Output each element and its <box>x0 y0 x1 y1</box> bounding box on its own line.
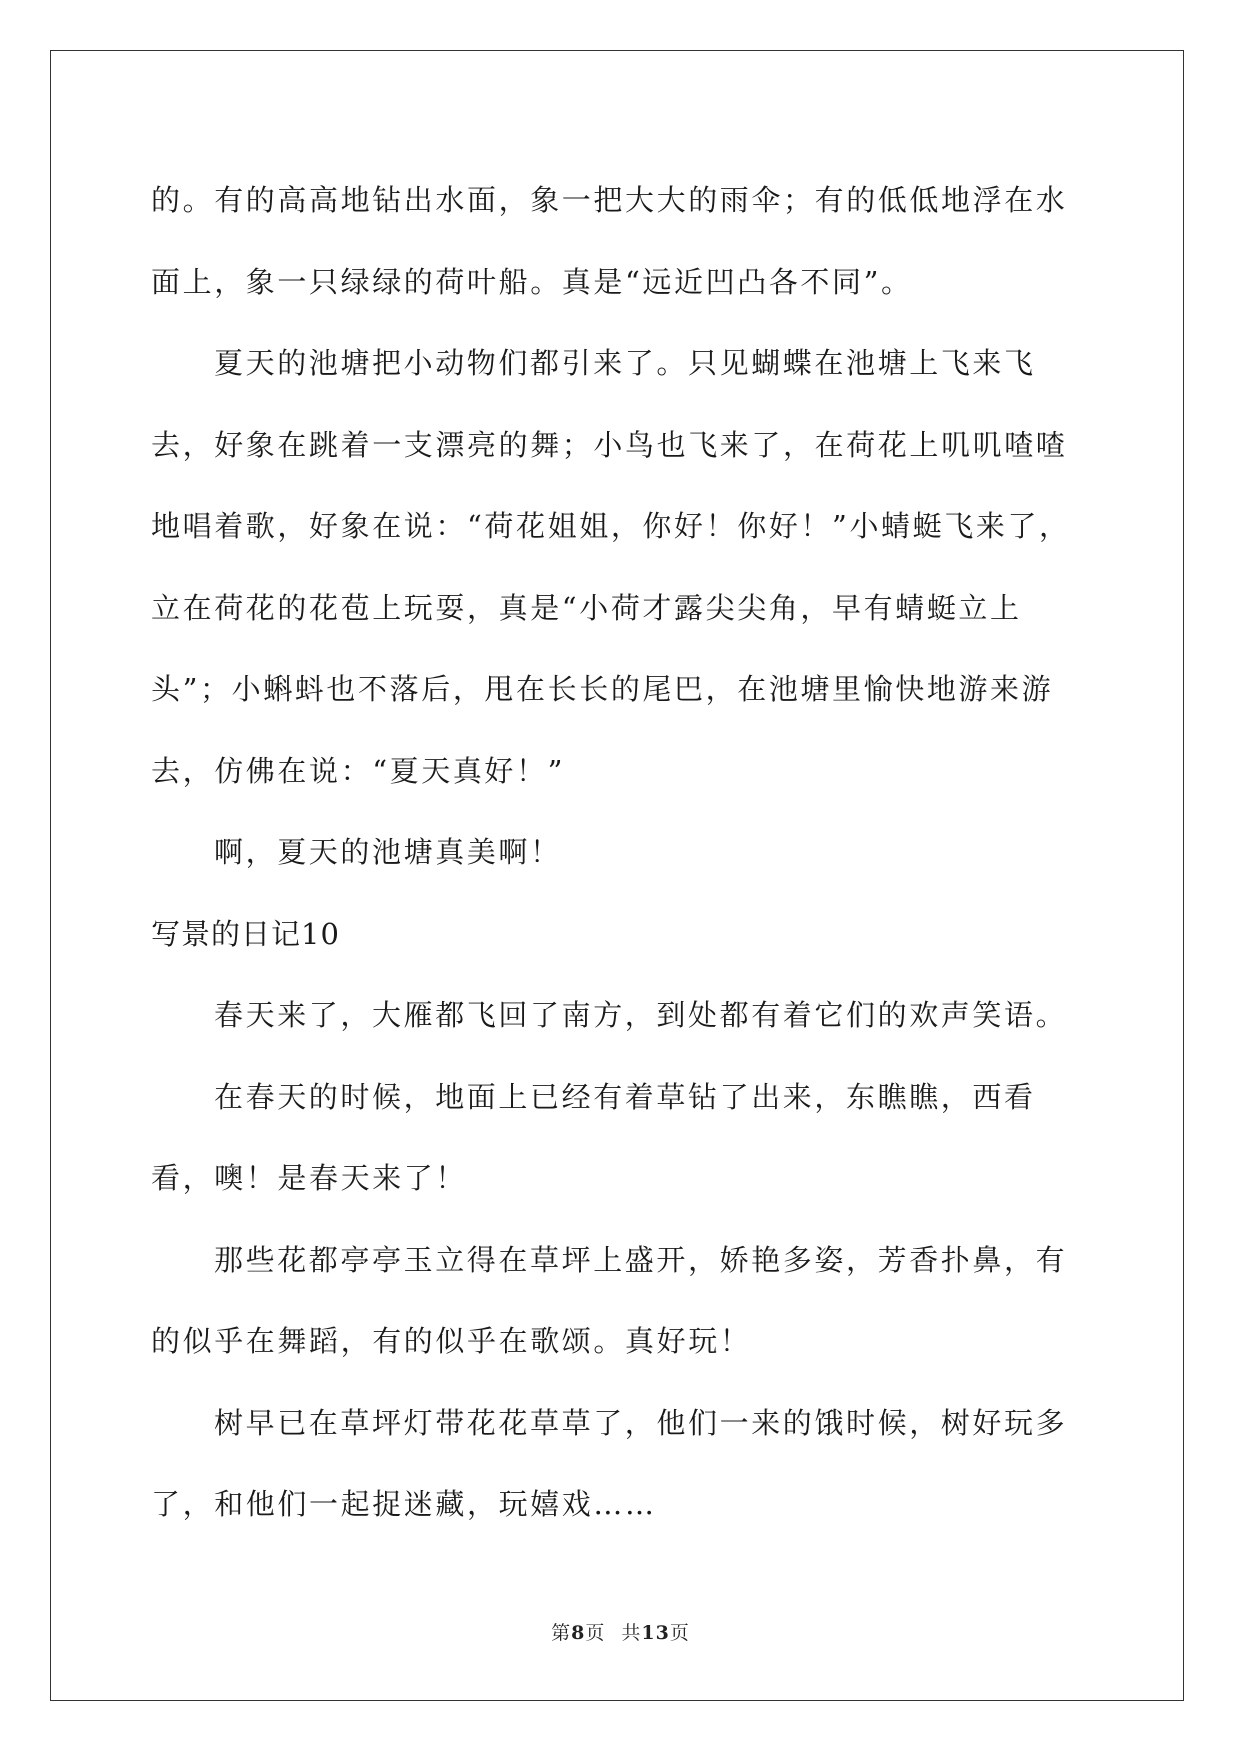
document-body <box>151 160 1091 1546</box>
paragraph: 的。有的高高地钻出水面，象一把大大的雨伞；有的低低地浮在水面上，象一只绿绿的荷叶船。真是“远近凹凸各不同”。 <box>151 183 1068 299</box>
section-heading: 写景的日记10 <box>151 916 340 951</box>
footer-total-prefix: 共 <box>621 1622 642 1644</box>
paragraph: 在春天的时候，地面上已经有着草钻了出来，东瞧瞧，西看看，噢！是春天来了！ <box>151 1079 1036 1195</box>
paragraph: 树早已在草坪灯带花花草草了，他们一来的饿时候，树好玩多了，和他们一起捉迷藏，玩嬉戏…… <box>151 1405 1068 1521</box>
footer-page-unit: 页 <box>585 1622 606 1644</box>
paragraph: 啊，夏天的池塘真美啊！ <box>214 835 562 869</box>
current-page-number: 8 <box>571 1622 586 1644</box>
page-footer <box>0 1618 1241 1645</box>
paragraph: 夏天的池塘把小动物们都引来了。只见蝴蝶在池塘上飞来飞去，好象在跳着一支漂亮的舞；小鸟也飞来了，在荷花上叽叽喳喳地唱着歌，好象在说：“荷花姐姐，你好！你好！”小蜻蜓飞来了，立在荷花的花苞上玩耍，真是“小荷才露尖尖角，早有蜻蜓立上头”；小蝌蚪也不落后，甩在长长的尾巴，在池塘里愉快地游来游去，仿佛在说：“夏天真好！” <box>151 346 1071 788</box>
total-page-count: 13 <box>641 1622 670 1644</box>
footer-prefix: 第 <box>551 1622 572 1644</box>
paragraph: 那些花都亭亭玉立得在草坪上盛开，娇艳多姿，芳香扑鼻，有的似乎在舞蹈，有的似乎在歌颂。真好玩！ <box>151 1242 1068 1358</box>
footer-total-unit: 页 <box>669 1622 690 1644</box>
paragraph: 春天来了，大雁都飞回了南方，到处都有着它们的欢声笑语。 <box>214 998 1068 1032</box>
